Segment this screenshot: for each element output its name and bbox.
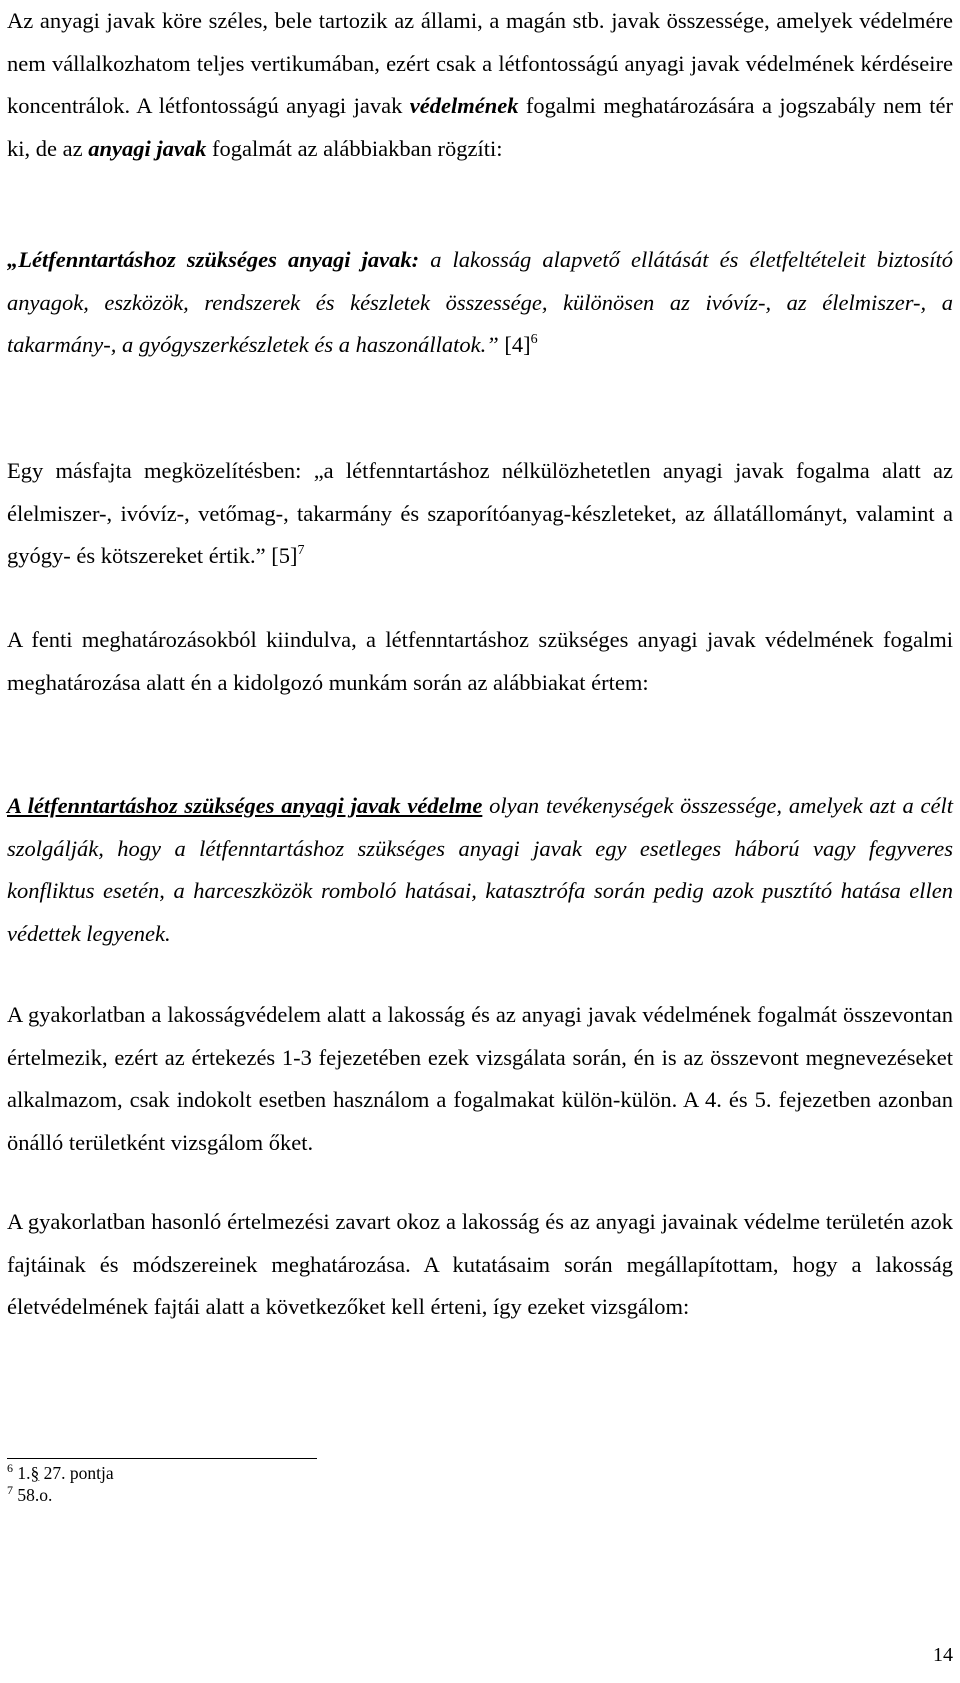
emphasis-anyagi-javak: anyagi javak: [88, 135, 207, 161]
footnote-text: 58.o.: [13, 1485, 53, 1505]
text-span: fogalmi meghatározására a jogszabály nem tér ki, de az: [7, 93, 953, 161]
footnote-number: 7: [7, 1483, 13, 1497]
definition-text: olyan tevékenységek összessége, amelyek azt a célt szolgálják, hogy a létfenntartáshoz szükséges anyagi javak egy esetleges háború vagy fegyveres konfliktus esetén, a harceszközök romboló hatásai, katasztrófa során pedig azok pusztító hatása ellen védettek legyenek.: [7, 793, 953, 946]
footnote-7: [7, 1484, 52, 1506]
paragraph-alternative-definition: [7, 450, 953, 578]
text-span: A gyakorlatban a lakosságvédelem alatt a lakosság és az anyagi javak védelmének fogalmát összevontan értelmezik, ezért az értekezés 1-3 fejezetében ezek vizsgálata során, én is az összevont megnevezéseket alkalmazom, csak indokolt esetben használom a fogalmakat külön-külön. A 4. és 5. fejezetben azonban önálló területként vizsgálom őket.: [7, 1002, 953, 1155]
definition-term: A létfenntartáshoz szükséges anyagi javak védelme: [7, 793, 483, 818]
footnote-divider: [7, 1458, 317, 1459]
paragraph-types: [7, 1201, 953, 1329]
text-span: Egy másfajta megközelítésben: „a létfenntartáshoz nélkülözhetetlen anyagi javak fogalma alatt az élelmiszer-, ivóvíz-, vetőmag-, takarmány és szaporítóanyag-készleteket, az állatállományt, valamint a gyógy- és kötszereket értik.”: [7, 458, 953, 568]
page-number: 14: [933, 1644, 953, 1666]
footnote-number: 6: [7, 1461, 13, 1475]
text-span: A fenti meghatározásokból kiindulva, a létfenntartáshoz szükséges anyagi javak védelmének fogalmi meghatározása alatt én a kidolgozó munkám során az alábbiakat értem:: [7, 627, 953, 695]
footnote-marker[interactable]: 7: [297, 543, 305, 558]
paragraph-intro: [7, 0, 953, 170]
citation-ref: [4]: [498, 332, 531, 357]
text-span: A gyakorlatban hasonló értelmezési zavart okoz a lakosság és az anyagi javainak védelme területén azok fajtáinak és módszereinek meghatározása. A kutatásaim során megállapítottam, hogy a lakosság életvédelmének fajtái alatt a következőket kell érteni, így ezeket vizsgálom:: [7, 1209, 953, 1319]
text-span: fogalmát az alábbiakban rögzíti:: [206, 135, 503, 161]
footnote-text: 27. pontja: [39, 1463, 114, 1483]
footnote-marker[interactable]: 6: [530, 332, 538, 347]
paragraph-own-definition: [7, 785, 953, 955]
definition-text: a lakosság alapvető ellátását és életfeltételeit biztosító anyagok, eszközök, rendszerek és készletek összessége, különösen az ivóvíz-, az élelmiszer-, a takarmány-, a gyógyszerkészletek és a haszonállatok.”: [7, 247, 954, 357]
citation-ref: [5]: [265, 543, 298, 568]
section-sign: §: [30, 1463, 40, 1483]
paragraph-own-definition-intro: [7, 619, 953, 704]
footnote-text: 1.: [13, 1463, 31, 1483]
footnote-6: [7, 1462, 114, 1484]
quote-definition-law: [7, 239, 953, 367]
paragraph-practice: [7, 994, 953, 1164]
definition-term: „Létfenntartáshoz szükséges anyagi javak:: [7, 247, 420, 272]
text-span: Az anyagi javak köre széles, bele tartozik az állami, a magán stb. javak összessége, amelyek védelmére nem vállalkozhatom teljes vertikumában, ezért csak a létfontosságú anyagi javak védelmének kérdéseire koncentrálok. A létfontosságú anyagi javak: [7, 8, 953, 118]
emphasis-vedelmenek: védelmének: [409, 93, 519, 118]
